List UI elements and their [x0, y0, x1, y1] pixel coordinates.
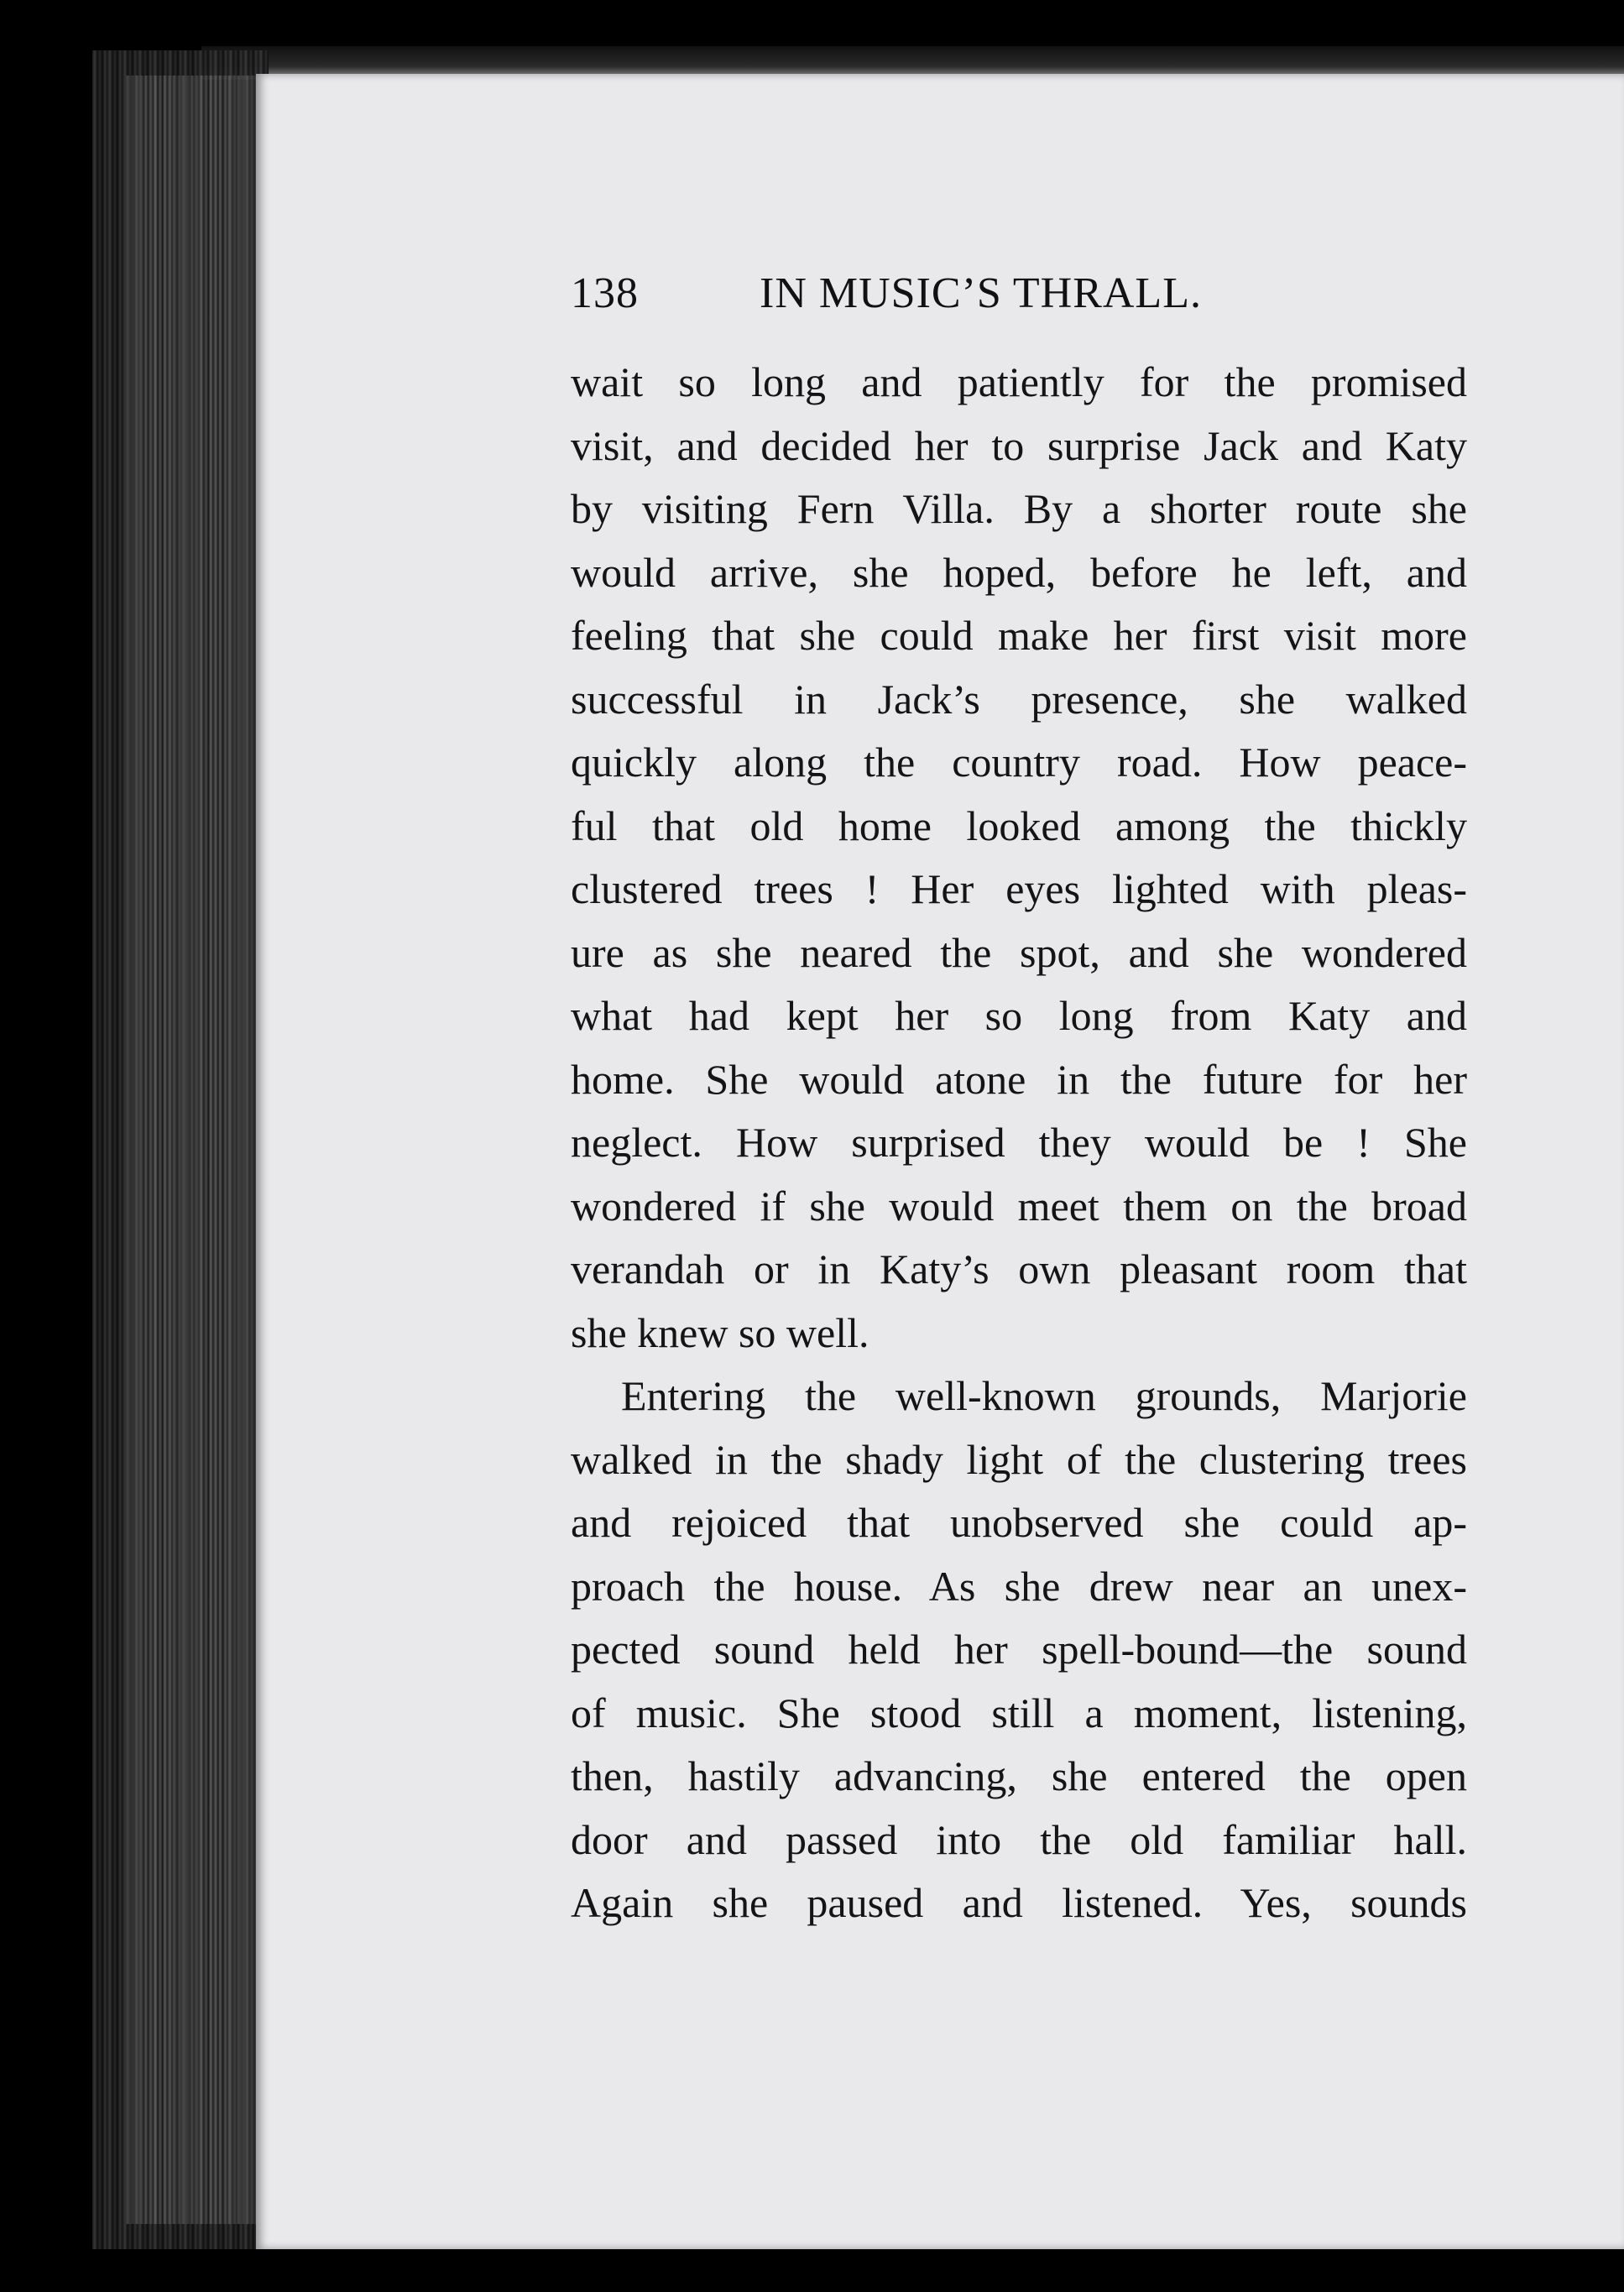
text-line: by visiting Fern Villa. By a shorter route she — [571, 485, 1467, 532]
running-title: IN MUSIC’S THRALL. — [760, 269, 1202, 317]
page-number: 138 — [571, 269, 639, 317]
text-line: ure as she neared the spot, and she wondered — [571, 928, 1467, 976]
page-header — [571, 269, 1494, 327]
text-line: proach the house. As she drew near an unex- — [571, 1562, 1467, 1610]
text-line: wait so long and patiently for the promised — [571, 358, 1467, 405]
page-bottom-shadow — [201, 2249, 1624, 2292]
text-line: what had kept her so long from Katy and — [571, 992, 1467, 1039]
body-text — [571, 351, 1467, 1935]
text-line: of music. She stood still a moment, listening, — [571, 1689, 1467, 1736]
text-line-paragraph-start: Entering the well-known grounds, Marjorie — [621, 1372, 1467, 1419]
text-line: visit, and decided her to surprise Jack and Katy — [571, 421, 1467, 469]
text-line: then, hastily advancing, she entered the open — [571, 1752, 1467, 1799]
text-line: would arrive, she hoped, before he left, and — [571, 548, 1467, 596]
text-line: and rejoiced that unobserved she could ap- — [571, 1499, 1467, 1546]
text-line: door and passed into the old familiar hall. — [571, 1815, 1467, 1863]
text-line: pected sound held her spell-bound—the sound — [571, 1626, 1467, 1673]
text-line: neglect. How surprised they would be ! She — [571, 1119, 1467, 1166]
book-page-edges-highlight — [126, 76, 260, 2224]
text-line: quickly along the country road. How peace- — [571, 739, 1467, 786]
text-line: ful that old home looked among the thickly — [571, 801, 1467, 849]
text-line: home. She would atone in the future for her — [571, 1055, 1467, 1103]
text-line: verandah or in Katy’s own pleasant room that — [571, 1245, 1467, 1292]
text-line: clustered trees ! Her eyes lighted with pleas- — [571, 865, 1467, 912]
text-line: walked in the shady light of the clustering trees — [571, 1435, 1467, 1483]
text-line: feeling that she could make her first visit more — [571, 612, 1467, 659]
text-line: Again she paused and listened. Yes, sounds — [571, 1879, 1467, 1926]
text-line: successful in Jack’s presence, she walked — [571, 675, 1467, 723]
text-line: she knew so well. — [571, 1308, 869, 1356]
text-line: wondered if she would meet them on the broad — [571, 1182, 1467, 1230]
